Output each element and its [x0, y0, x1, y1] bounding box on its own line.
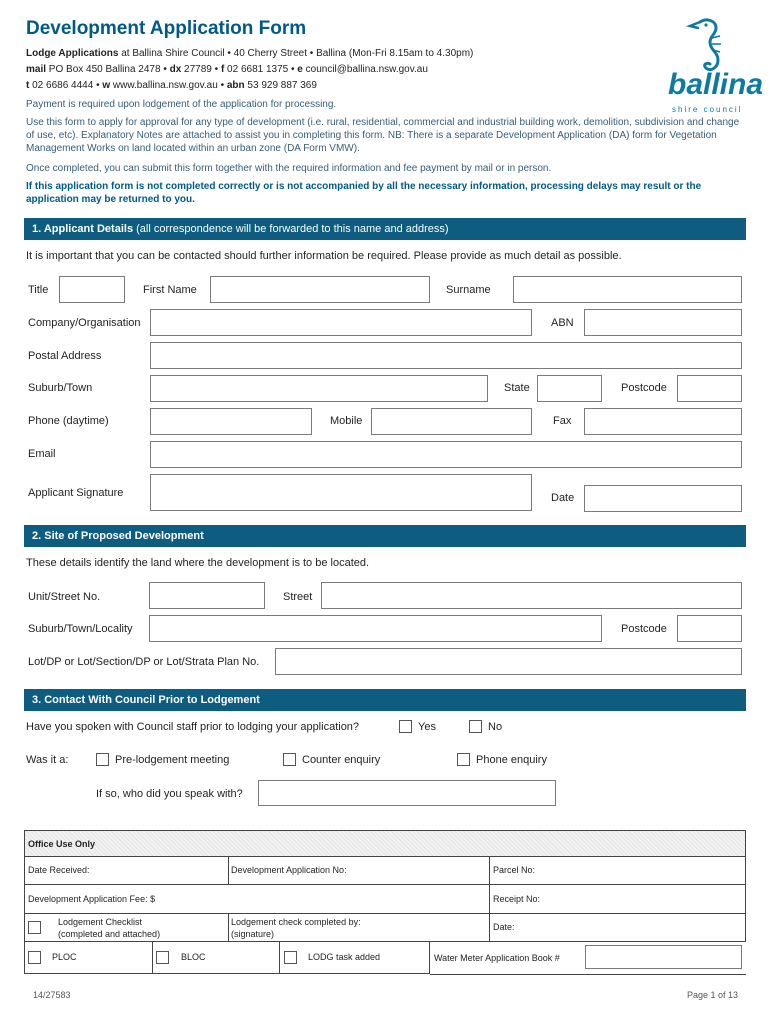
- was-it-label: Was it a:: [26, 754, 69, 766]
- abn-input[interactable]: [584, 309, 742, 336]
- surname-label: Surname: [446, 284, 491, 296]
- abn-field-label: ABN: [551, 317, 574, 329]
- unit-input[interactable]: [149, 582, 265, 609]
- office-date-label: Date:: [493, 922, 515, 932]
- yes-label: Yes: [418, 721, 436, 733]
- bloc-label: BLOC: [181, 952, 206, 962]
- signature-label: Applicant Signature: [28, 487, 124, 499]
- street-label: Street: [283, 591, 313, 603]
- ploc-checkbox[interactable]: [28, 951, 41, 964]
- locality-input[interactable]: [149, 615, 602, 642]
- section-1-subtitle: (all correspondence will be forwarded to this name and address): [133, 223, 449, 235]
- email-field-label: Email: [28, 448, 56, 460]
- dx-label: dx: [169, 64, 182, 75]
- submit-note: Once completed, you can submit this form together with the required information and fee payment by mail or in person.: [26, 163, 552, 174]
- lodg-checkbox[interactable]: [284, 951, 297, 964]
- col-divider-c: [228, 913, 229, 942]
- contact-line-2: [26, 80, 317, 91]
- col-divider-b: [489, 856, 490, 942]
- contact-question: Have you spoken with Council staff prior to lodging your application?: [26, 721, 360, 733]
- office-use-title: Office Use Only: [28, 839, 96, 849]
- site-postcode-input[interactable]: [677, 615, 742, 642]
- surname-input[interactable]: [513, 276, 742, 303]
- counter-enquiry-label: Counter enquiry: [302, 754, 381, 766]
- parcel-label: Parcel No:: [493, 865, 536, 875]
- checklist-label-line1: Lodgement Checklist: [58, 917, 143, 927]
- phone-label-field: Phone (daytime): [28, 415, 109, 427]
- office-use-header: [25, 831, 745, 857]
- lodg-label: LODG task added: [308, 952, 381, 962]
- signature-input[interactable]: [150, 474, 532, 511]
- warning-note: If this application form is not completed correctly or is not accompanied by all the necessary information, processing delays may result or the application may be returned to you.: [26, 181, 702, 205]
- lodge-line: [26, 48, 473, 59]
- fee-label: Development Application Fee: $: [28, 894, 156, 904]
- form-title: Development Application Form: [26, 18, 307, 39]
- email-label: e: [297, 64, 303, 75]
- postcode-input[interactable]: [677, 375, 742, 402]
- checklist-label-line2: (completed and attached): [58, 929, 161, 939]
- fax-label: f: [220, 64, 225, 75]
- abn-value: 53 929 887 369: [244, 80, 317, 91]
- no-checkbox[interactable]: [469, 720, 482, 733]
- checklist-label: [58, 916, 160, 940]
- lodge-address: at Ballina Shire Council • 40 Cherry Street • Ballina (Mon-Fri 8.15am to 4.30pm): [118, 48, 474, 59]
- section-2-note: These details identify the land where the development is to be located.: [26, 557, 370, 569]
- section-1-title: 1. Applicant Details: [32, 223, 134, 235]
- pre-lodgement-checkbox[interactable]: [96, 753, 109, 766]
- logo-wordmark: ballina: [668, 68, 764, 101]
- fax-field-label: Fax: [553, 415, 572, 427]
- first-name-input[interactable]: [210, 276, 430, 303]
- counter-enquiry-checkbox[interactable]: [283, 753, 296, 766]
- payment-note: Payment is required upon lodgement of the application for processing.: [26, 99, 337, 110]
- no-label: No: [488, 721, 503, 733]
- who-input[interactable]: [258, 780, 556, 806]
- section-1-heading: [24, 218, 746, 240]
- state-input[interactable]: [537, 375, 602, 402]
- mail-value: PO Box 450 Ballina 2478 •: [46, 64, 170, 75]
- date-input[interactable]: [584, 485, 742, 512]
- section-3-title: 3. Contact With Council Prior to Lodgement: [32, 694, 260, 706]
- suburb-label: Suburb/Town: [28, 382, 93, 394]
- suburb-input[interactable]: [150, 375, 488, 402]
- row-divider-2: [25, 913, 745, 914]
- phone-enquiry-checkbox[interactable]: [457, 753, 470, 766]
- bloc-checkbox[interactable]: [156, 951, 169, 964]
- state-label: State: [504, 382, 530, 394]
- water-meter-input[interactable]: [585, 945, 742, 969]
- seahorse-icon: [682, 16, 732, 76]
- check-by-label: [231, 916, 361, 940]
- check-by-line2: (signature): [231, 929, 275, 939]
- date-received-label: Date Received:: [28, 865, 90, 875]
- contact-line-1: [26, 64, 428, 75]
- title-label: Title: [28, 284, 49, 296]
- phone-enquiry-label: Phone enquiry: [476, 754, 547, 766]
- logo-subtitle: shire council: [672, 105, 743, 114]
- pre-lodgement-label: Pre-lodgement meeting: [115, 754, 230, 766]
- street-input[interactable]: [321, 582, 742, 609]
- email-input[interactable]: [150, 441, 742, 468]
- first-name-label: First Name: [143, 284, 197, 296]
- mobile-label: Mobile: [330, 415, 363, 427]
- task-divider-1: [152, 942, 153, 973]
- mobile-input[interactable]: [371, 408, 532, 435]
- page-number: Page 1 of 13: [687, 990, 739, 1000]
- who-label: If so, who did you speak with?: [96, 788, 243, 800]
- email-value: council@ballina.nsw.gov.au: [302, 64, 428, 75]
- fax-input[interactable]: [584, 408, 742, 435]
- task-divider-2: [279, 942, 280, 973]
- phone-input[interactable]: [150, 408, 312, 435]
- title-input[interactable]: [59, 276, 125, 303]
- abn-label: abn: [226, 80, 245, 91]
- section-2-title: 2. Site of Proposed Development: [32, 530, 204, 542]
- lot-label: Lot/DP or Lot/Section/DP or Lot/Strata Plan No.: [28, 656, 260, 668]
- usage-note: Use this form to apply for approval for any type of development (i.e. rural, residential, commercial and industrial building work, demolition, subdivision and change of use, etc). Explanatory Notes are attached to assist you in completing this form. NB: There is a separate Development Application (DA) form for Vegetation Management Works on land located within an urban zone (DA Form VMW).: [26, 117, 740, 154]
- col-divider-a: [228, 856, 229, 885]
- web-label: w: [102, 80, 111, 91]
- web-value: www.ballina.nsw.gov.au •: [110, 80, 227, 91]
- locality-label: Suburb/Town/Locality: [28, 623, 133, 635]
- dx-value: 27789 •: [181, 64, 221, 75]
- unit-label: Unit/Street No.: [28, 591, 101, 603]
- row-divider-1: [25, 884, 745, 885]
- company-label: Company/Organisation: [28, 317, 141, 329]
- section-2-heading: [24, 525, 746, 547]
- da-number-label: Development Application No:: [231, 865, 347, 875]
- check-by-line1: Lodgement check completed by:: [231, 917, 361, 927]
- water-meter-label: Water Meter Application Book #: [434, 953, 560, 963]
- postcode-label: Postcode: [621, 382, 667, 394]
- postal-label: Postal Address: [28, 350, 102, 362]
- receipt-label: Receipt No:: [493, 894, 541, 904]
- lot-input[interactable]: [275, 648, 742, 675]
- phone-value: 02 6686 4444 •: [29, 80, 103, 91]
- postal-input[interactable]: [150, 342, 742, 369]
- ploc-label: PLOC: [52, 952, 77, 962]
- company-input[interactable]: [150, 309, 532, 336]
- mail-label: mail: [26, 64, 47, 75]
- lodge-label: Lodge Applications: [26, 48, 119, 59]
- phone-label: t: [26, 80, 30, 91]
- checklist-checkbox[interactable]: [28, 921, 41, 934]
- section-1-note: It is important that you can be contacted should further information be required. Please provide as much detail as possible.: [26, 250, 622, 262]
- doc-code: 14/27583: [33, 990, 71, 1000]
- section-3-heading: [24, 689, 746, 711]
- yes-checkbox[interactable]: [399, 720, 412, 733]
- fax-value: 02 6681 1375 •: [224, 64, 298, 75]
- date-label: Date: [551, 492, 575, 504]
- site-postcode-label: Postcode: [621, 623, 667, 635]
